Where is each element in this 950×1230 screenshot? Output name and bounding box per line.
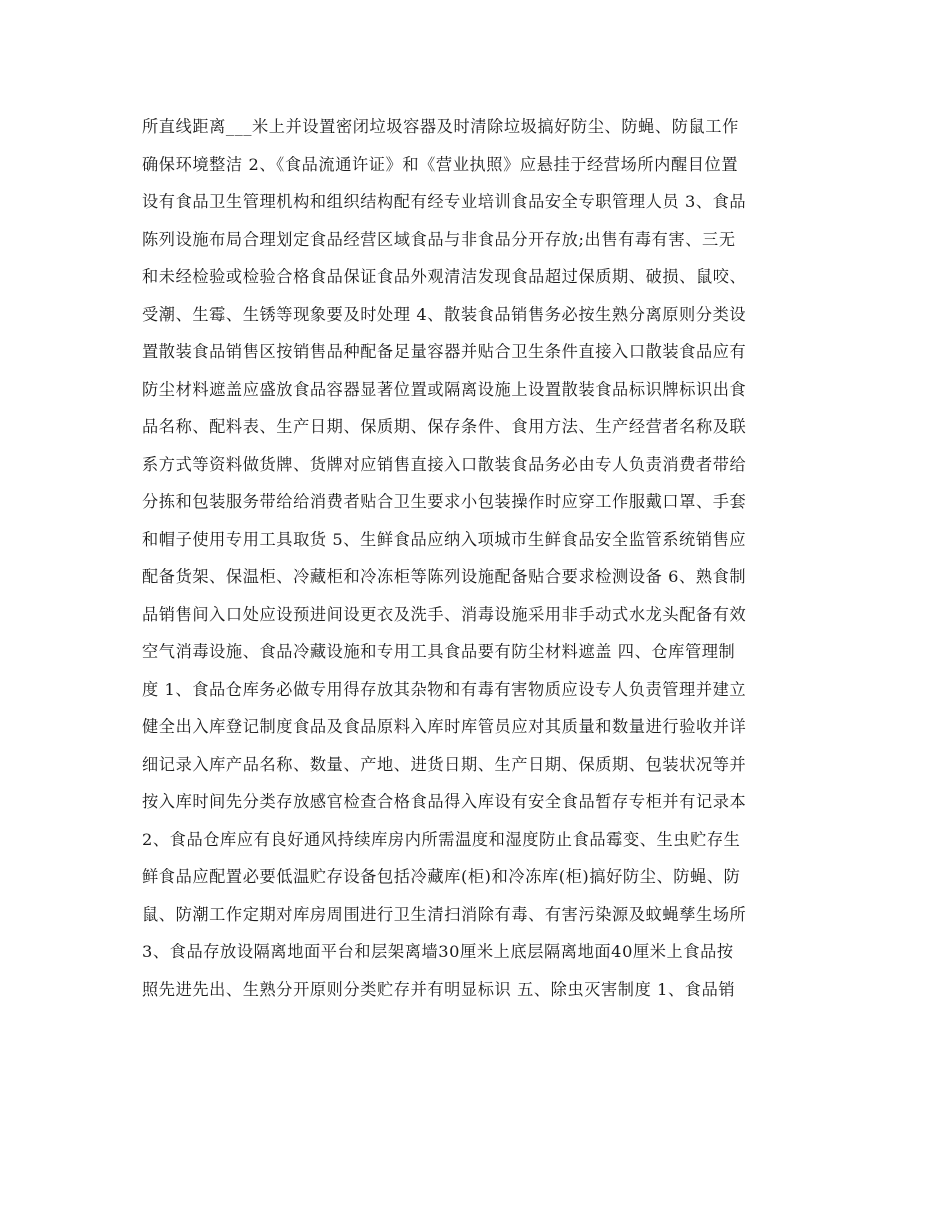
text-line: 按入库时间先分类存放感官检查合格食品得入库设有安全食品暂存专柜并有记录本 (142, 792, 747, 811)
text-line: 健全出入库登记制度食品及食品原料入库时库管员应对其质量和数量进行验收并详 (142, 717, 747, 736)
text-line: 受潮、生霉、生锈等现象要及时处理 4、散装食品销售务必按生熟分离原则分类设 (142, 304, 747, 324)
text-line: 度 1、食品仓库务必做专用得存放其杂物和有毒有害物质应设专人负责管理并建立 (142, 679, 747, 699)
text-line: 分拣和包装服务带给给消费者贴合卫生要求小包装操作时应穿工作服戴口罩、手套 (142, 492, 747, 511)
text-line: 陈列设施布局合理划定食品经营区域食品与非食品分开存放;出售有毒有害、三无 (142, 229, 736, 249)
text-line: 空气消毒设施、食品冷藏设施和专用工具食品要有防尘材料遮盖 四、仓库管理制 (142, 642, 736, 661)
text-line: 3、食品存放设隔离地面平台和层架离墙30厘米上底层隔离地面40厘米上食品按 (142, 942, 734, 961)
text-line: 品销售间入口处应设预进间设更衣及洗手、消毒设施采用非手动式水龙头配备有效 (142, 604, 747, 624)
text-line: 配备货架、保温柜、冷藏柜和冷冻柜等陈列设施配备贴合要求检测设备 6、熟食制 (142, 567, 747, 586)
text-line: 所直线距离___米上并设置密闭垃圾容器及时清除垃圾搞好防尘、防蝇、防鼠工作 (142, 117, 739, 136)
text-line: 和帽子使用专用工具取货 5、生鲜食品应纳入项城市生鲜食品安全监管系统销售应 (142, 529, 747, 549)
text-line: 鼠、防潮工作定期对库房周围进行卫生清扫消除有毒、有害污染源及蚊蝇孳生场所 (142, 904, 747, 924)
text-line: 和未经检验或检验合格食品保证食品外观清洁发现食品超过保质期、破损、鼠咬、 (142, 267, 747, 286)
text-line: 防尘材料遮盖应盛放食品容器显著位置或隔离设施上设置散装食品标识牌标识出食 (142, 379, 747, 399)
text-line: 置散装食品销售区按销售品种配备足量容器并贴合卫生条件直接入口散装食品应有 (142, 342, 747, 361)
text-line: 照先进先出、生熟分开原则分类贮存并有明显标识 五、除虫灭害制度 1、食品销 (142, 979, 736, 999)
body-text (142, 108, 832, 1008)
text-line: 2、食品仓库应有良好通风持续库房内所需温度和湿度防止食品霉变、生虫贮存生 (142, 829, 741, 849)
text-line: 系方式等资料做货牌、货牌对应销售直接入口散装食品务必由专人负责消费者带给 (142, 454, 747, 474)
text-line: 品名称、配料表、生产日期、保质期、保存条件、食用方法、生产经营者名称及联 (142, 417, 747, 436)
text-line: 鲜食品应配置必要低温贮存设备包括冷藏库(柜)和冷冻库(柜)搞好防尘、防蝇、防 (142, 867, 741, 886)
text-line: 设有食品卫生管理机构和组织结构配有经专业培训食品安全专职管理人员 3、食品 (142, 192, 747, 211)
text-line: 确保环境整洁 2、《食品流通许证》和《营业执照》应悬挂于经营场所内醒目位置 (142, 154, 739, 174)
text-line: 细记录入库产品名称、数量、产地、进货日期、生产日期、保质期、包装状况等并 (142, 754, 747, 774)
